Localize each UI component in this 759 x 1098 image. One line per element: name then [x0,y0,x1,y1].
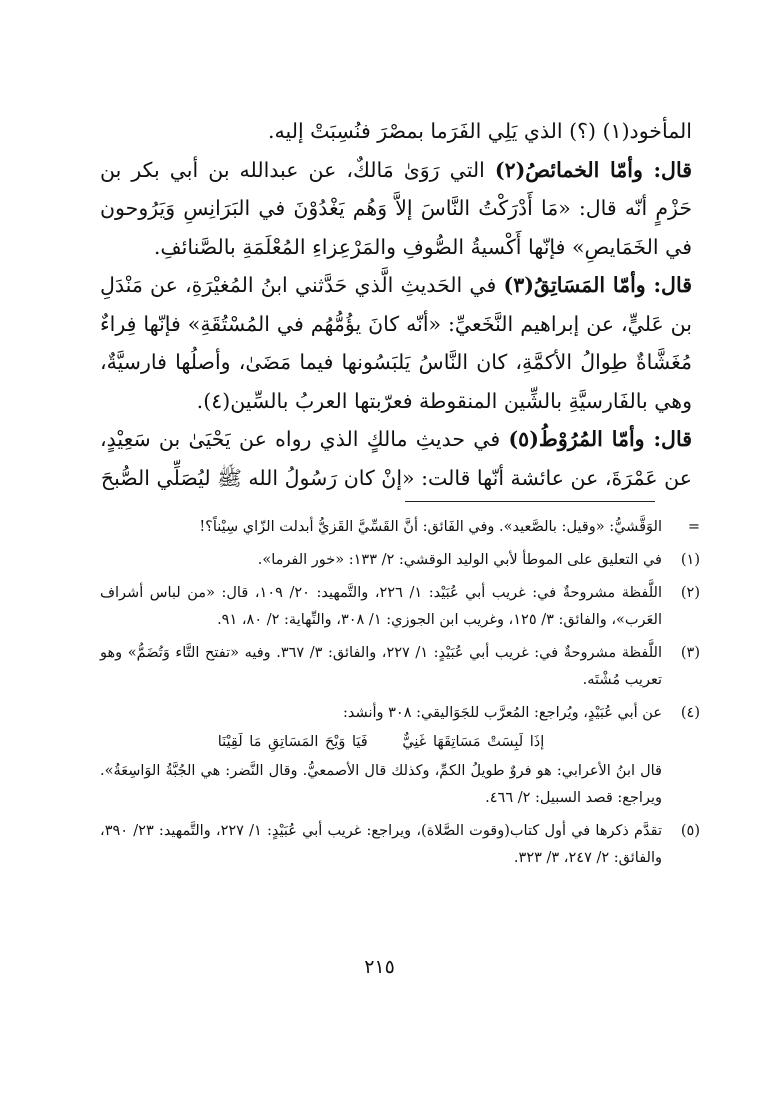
footnotes [100,514,700,872]
footnote-number: (٣) [680,645,700,661]
footnote-number: (٤) [680,705,700,721]
paragraph-3 [100,266,692,420]
footnote-3 [100,640,700,694]
paragraph-4 [100,420,692,497]
footnote-text: اللَّفظة مشروحةٌ في: غريب أبي عُبَيْد: ١/ ٢٢٦، والتَّمهيد: ٢٠/ ١٠٩، قال: «من لباس أشراف العَرب»، والفائق: ٣/ ١٢٥، وغريب ابن الجوزي: ١/ ٣٠٨، والنِّهاية: ٢/ ٨٠، ٩١. [100,585,663,628]
paragraph-4-lead: قال: وأمّا المُرُوْطُ(٥) [508,427,692,451]
footnote-number: (٥) [680,823,700,839]
footnote-text [100,700,662,812]
footnote-text: تقدَّم ذكرها في أول كتاب(وقوت الصَّلاة)، ويراجع: غريب أبي عُبَيْدٍ: ١/ ٢٢٧، والتَّمهيد: ٢٣/ ٣٩٠، والفائق: ٢/ ٢٤٧، ٣/ ٣٢٣. [100,823,662,866]
footnote-4-intro: عن أبي عُبَيْدٍ، ويُراجع: المُعرَّب للجَوَاليقي: ٣٠٨ وأنشد: [343,705,662,721]
footnote-text: في التعليق على الموطأ لأبي الوليد الوقشي: ٢/ ١٣٣: «خور الفرما». [257,552,662,568]
continuation-mark: = [687,519,700,535]
paragraph-3-text: في الحَديثِ الَّذي حَدَّثني ابنُ المُغيْرَةِ، عن مَنْدَلِ بن عَليٍّ، عن إبراهيم النَّخَعيِّ: «أنّه كانَ يؤُمُّهُم في المُسْتُقَةِ» فإنّها فِراءٌ مُغَشَّاةٌ طِوالُ الأكمَّةِ، كان النَّاسُ يَلبَسُونها فيما مَضَىٰ، وأصلُها فارسيَّةٌ، وهي بالفَارسيَّةِ بالشِّين المنقوطة فعرّبتها العربُ بالسِّين(٤). [100,273,692,413]
continuation-text: الوَقَّشيُّ: «وقيل: بالصَّعيد». وفي الفَائق: أنَّ القَسِّيَّ القَزيُّ أبدلت الزّاي سِيْناً؟! [199,519,662,535]
poetry-verse [100,727,662,758]
footnote-number: (١) [680,552,700,568]
footnote-text: اللَّفظة مشروحةٌ في: غريب أبي عُبَيْدٍ: ١/ ٢٢٧، والفائق: ٣/ ٣٦٧. وفيه «تفتح التَّاء وَتُضَمُّ» وهو تعريب مُشْتَه. [100,645,662,688]
footnote-5 [100,818,700,872]
verse-first-hemistich: إذَا لَبِسَتْ مَسَاتِقَهَا غَنِيٌّ [402,734,545,750]
footnote-1 [100,547,700,574]
paragraph-2-lead: قال: وأمّا الخمائصُ(٢) [494,157,692,182]
footnote-divider [405,501,655,502]
paragraph-4-text: في حديثِ مالكٍ الذي رواه عن يَحْيَىٰ بن سَعِيْدٍ، عن عَمْرَةَ، عن عائشة أنّها قالت: «إنْ كان رَسُولُ الله ﷺ ليُصَلِّي الصُّبحَ [100,427,692,490]
verse-second-hemistich: فَيَا وَيْحَ المَسَاتِقِ مَا لَقِيْنَا [217,734,368,750]
footnote-2 [100,580,700,634]
paragraph-2 [100,151,692,267]
paragraph-3-lead: قال: وأمّا المَسَاتِقُ(٣) [503,273,692,297]
paragraph-2-text: التي رَوَىٰ مَالكٌ، عن عبدالله بن أبي بكر بن حَزْمٍ أنّه قال: «مَا أَدْرَكْتُ النَّاسَ إلاَّ وَهُم يَغْدُوْنَ في البَرَانِسِ وَيَرُوحون في الخَمَايصِ» فإنّها أَكْسيةُ الصُّوفِ والمَرْعِزاءِ المُعْلَمَةِ بالصَّنائفِ. [100,157,692,259]
paragraph-1: المأخود(١) (؟) الذي يَلِي الفَرَما بمصْرَ فنُسِبَتْ إليه. [268,119,692,143]
page-number: ٢١٥ [364,956,395,978]
footnote-continuation [100,514,700,541]
main-text [100,112,692,497]
footnote-number: (٢) [680,585,700,601]
footnote-4 [100,700,700,812]
footnote-4-continuation: قال ابنُ الأعرابي: هو فروٌ طويلُ الكمِّ، وكذلك قال الأصمعيُّ. وقال النَّضر: هي الجُبَّةُ الوَاسِعَةُ». ويراجع: قصد السبيل: ٢/ ٤٦٦. [100,763,662,806]
